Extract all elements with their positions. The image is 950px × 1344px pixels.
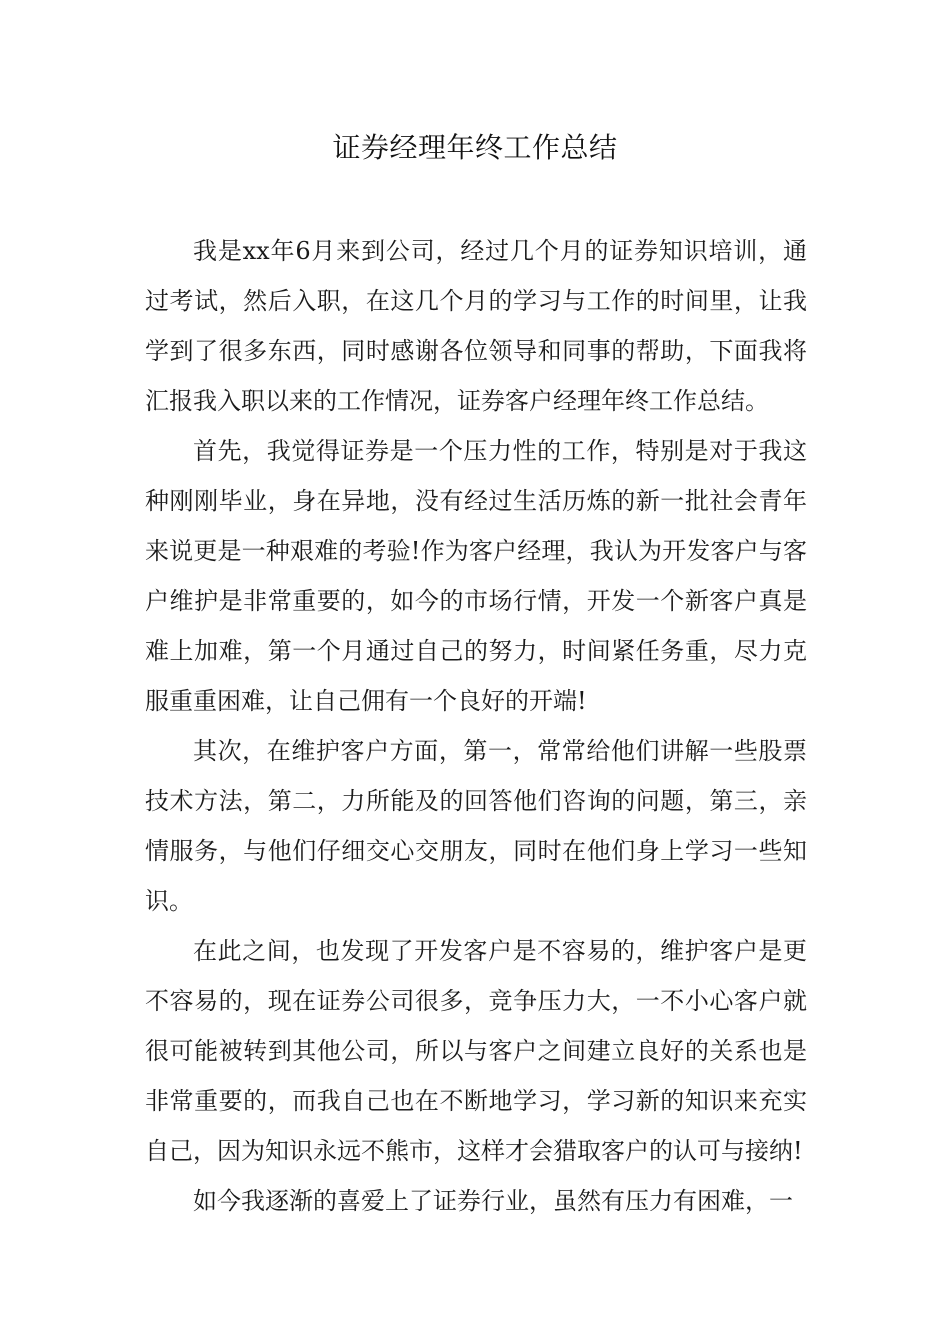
paragraph-2: 首先，我觉得证券是一个压力性的工作，特别是对于我这种刚刚毕业，身在异地，没有经过生活历炼的新一批社会青年来说更是一种艰难的考验!作为客户经理，我认为开发客户与客户维护是非常重要的，如今的市场行情，开发一个新客户真是难上加难，第一个月通过自己的努力，时间紧任务重，尽力克服重重困难，让自己佣有一个良好的开端! (145, 437, 807, 715)
paragraph-3: 其次，在维护客户方面，第一，常常给他们讲解一些股票技术方法，第二，力所能及的回答他们咨询的问题，第三，亲情服务，与他们仔细交心交朋友，同时在他们身上学习一些知识。 (145, 737, 807, 915)
document-title: 证券经理年终工作总结 (332, 131, 618, 164)
document-body (145, 226, 807, 1226)
paragraph-4: 在此之间，也发现了开发客户是不容易的，维护客户是更不容易的，现在证券公司很多，竞争压力大，一不小心客户就很可能被转到其他公司，所以与客户之间建立良好的关系也是非常重要的，而我自己也在不断地学习，学习新的知识来充实自己，因为知识永远不熊市，这样才会猎取客户的认可与接纳! (145, 937, 807, 1165)
paragraph-1: 我是xx年6月来到公司，经过几个月的证券知识培训，通过考试，然后入职，在这几个月的学习与工作的时间里，让我学到了很多东西，同时感谢各位领导和同事的帮助，下面我将汇报我入职以来的工作情况，证券客户经理年终工作总结。 (145, 237, 807, 415)
paragraph-5: 如今我逐渐的喜爱上了证券行业，虽然有压力有困难，一 (193, 1187, 793, 1215)
